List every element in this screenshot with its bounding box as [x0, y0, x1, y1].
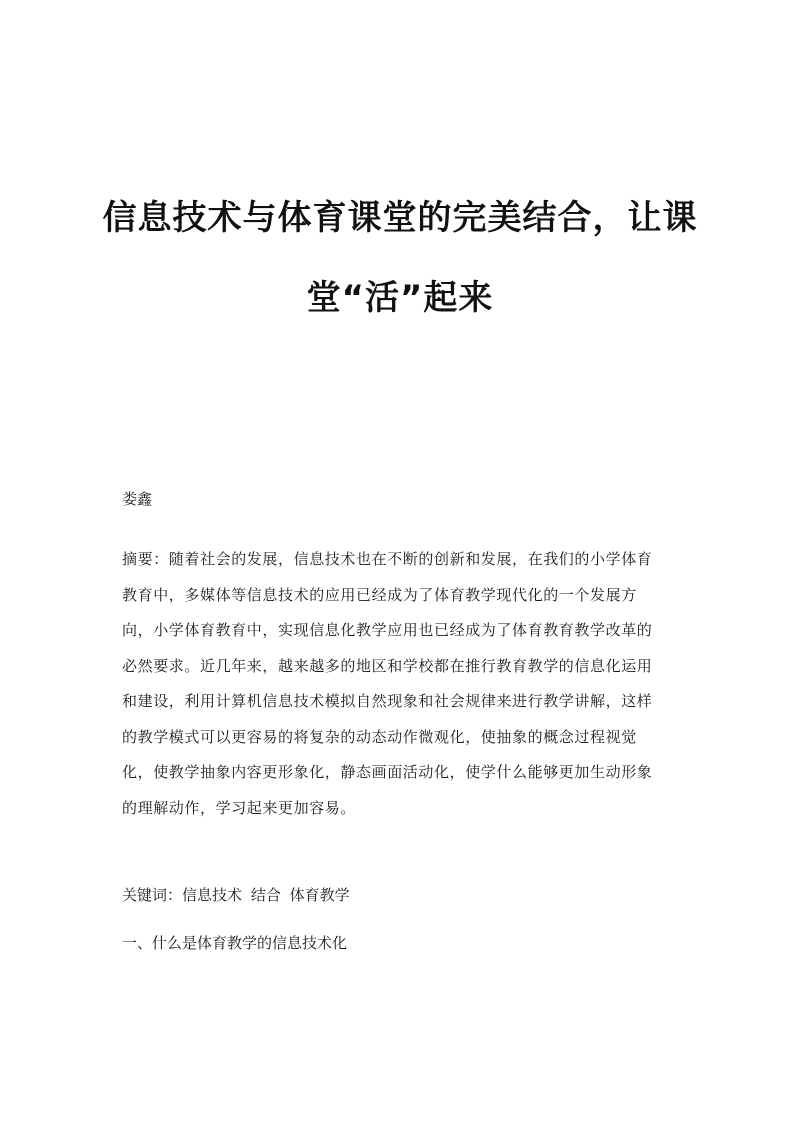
abstract-line: 摘要：随着社会的发展，信息技术也在不断的创新和发展，在我们的小学体育	[122, 550, 653, 568]
abstract-line: 的教学模式可以更容易的将复杂的动态动作微观化，使抽象的概念过程视觉	[122, 727, 637, 746]
abstract-line: 教育中，多媒体等信息技术的应用已经成为了体育教学现代化的一个发展方	[122, 585, 637, 604]
abstract-line: 必然要求。近几年来，越来越多的地区和学校都在推行教育教学的信息化运用	[122, 656, 653, 675]
keyword-item: 体育教学	[289, 886, 350, 904]
abstract-line: 化，使教学抽象内容更形象化，静态画面活动化，使学什么能够更加生动形象	[122, 763, 653, 781]
keywords-label: 关键词：	[122, 886, 183, 904]
section-heading: 一、什么是体育教学的信息技术化	[122, 934, 348, 952]
keyword-item: 信息技术	[182, 886, 243, 904]
abstract-line: 和建设，利用计算机信息技术模拟自然现象和社会规律来进行教学讲解，这样	[122, 692, 653, 710]
abstract-line: 向，小学体育教育中，实现信息化教学应用也已经成为了体育教育教学改革的	[122, 621, 653, 639]
keyword-item: 结合	[250, 886, 281, 904]
keywords-line	[122, 884, 682, 905]
abstract-paragraph	[122, 542, 682, 826]
title-line-2: 堂“活”起来	[306, 278, 494, 318]
abstract-line: 的理解动作，学习起来更加容易。	[122, 798, 357, 817]
author-name: 娄鑫	[122, 490, 153, 508]
title-line-1: 信息技术与体育课堂的完美结合，让课	[102, 198, 698, 238]
